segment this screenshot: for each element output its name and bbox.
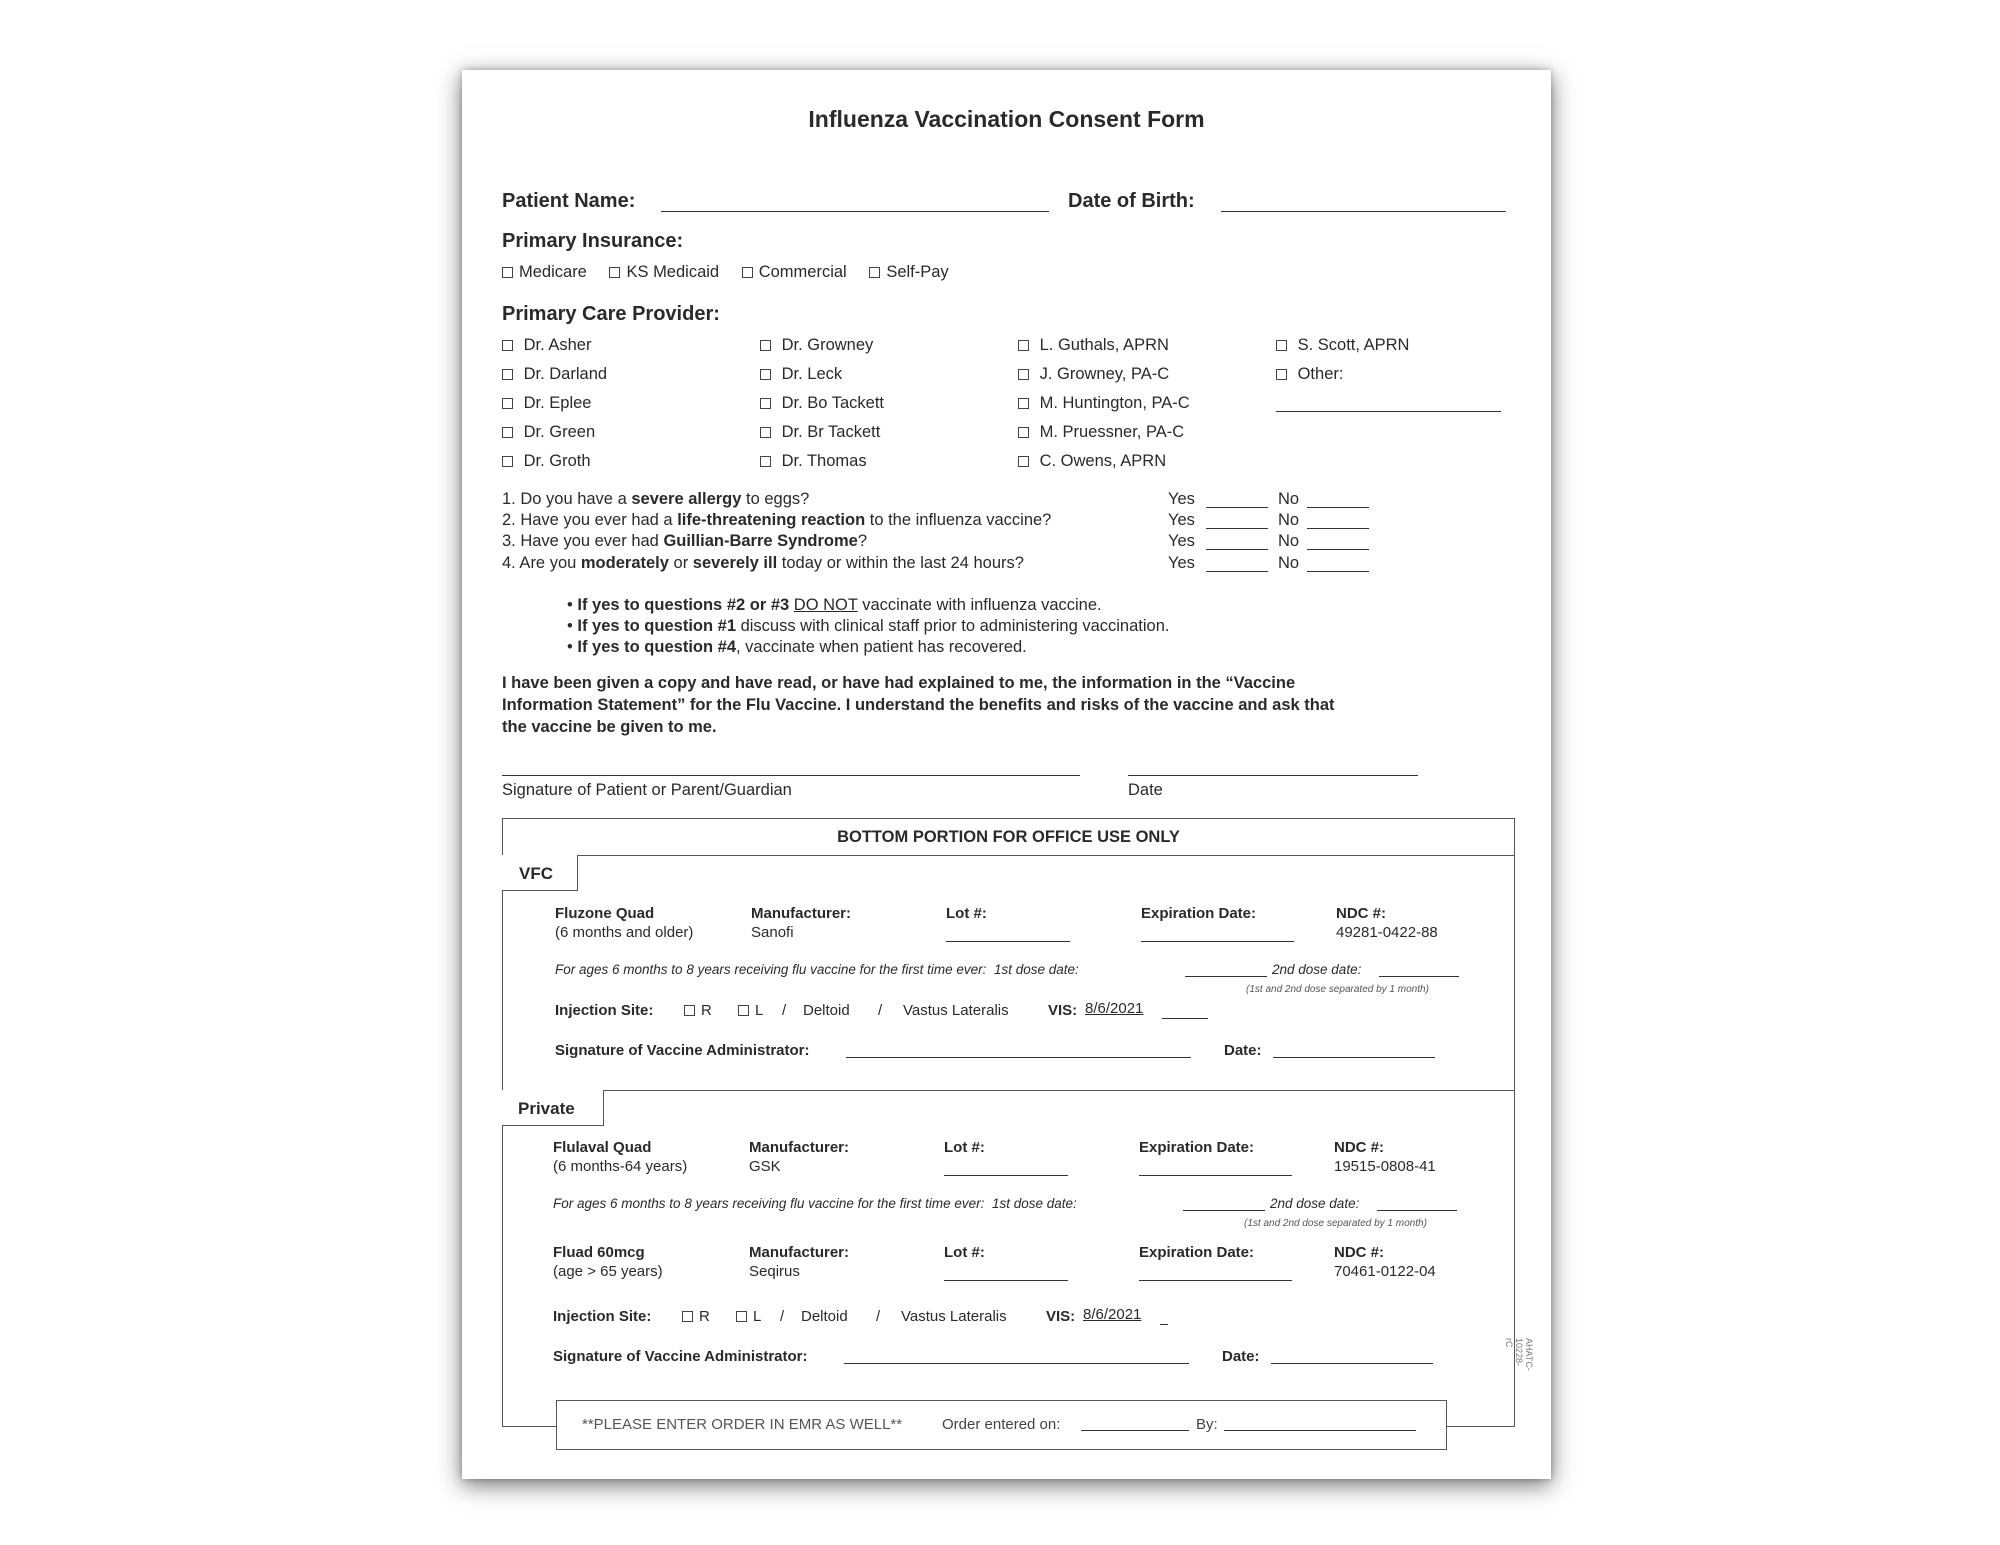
vfc-admin-signature-label: Signature of Vaccine Administrator: — [555, 1042, 810, 1059]
slash: / — [878, 1002, 883, 1019]
dob-label: Date of Birth: — [1068, 190, 1195, 212]
slash: / — [780, 1308, 785, 1325]
checkbox-icon[interactable] — [682, 1311, 693, 1322]
private-v1-manufacturer-label: Manufacturer: — [749, 1139, 850, 1156]
checkbox-icon[interactable] — [760, 427, 771, 438]
provider-option[interactable]: Dr. Green — [502, 423, 595, 442]
private-site-deltoid[interactable]: Deltoid — [801, 1308, 848, 1325]
private-vis-label: VIS: — [1046, 1308, 1076, 1325]
checkbox-icon[interactable] — [1018, 369, 1029, 380]
checkbox-icon[interactable] — [760, 398, 771, 409]
divider — [502, 1090, 1515, 1091]
insurance-option-self-pay[interactable]: Self-Pay — [869, 263, 948, 282]
provider-option[interactable]: Dr. Darland — [502, 365, 607, 384]
private-date-label: Date: — [1222, 1348, 1260, 1365]
consent-form-page — [462, 70, 1551, 1479]
yes-label: Yes — [1168, 511, 1195, 529]
provider-option[interactable]: L. Guthals, APRN — [1018, 336, 1169, 355]
checkbox-icon[interactable] — [1276, 369, 1287, 380]
private-v1-name: Flulaval Quad — [553, 1139, 652, 1156]
private-dose-note: For ages 6 months to 8 years receiving flu vaccine for the first time ever: 1st dose date: — [553, 1196, 1077, 1211]
vfc-vis-label: VIS: — [1048, 1002, 1078, 1019]
signature-date-field[interactable] — [1128, 775, 1418, 776]
slash: / — [782, 1002, 787, 1019]
vfc-injection-label: Injection Site: — [555, 1002, 654, 1019]
vfc-lot-field[interactable] — [946, 941, 1070, 942]
patient-signature-field[interactable] — [502, 775, 1080, 776]
yes-label: Yes — [1168, 554, 1195, 572]
instruction-bullet: • If yes to questions #2 or #3 DO NOT vaccinate with influenza vaccine. — [567, 596, 1102, 614]
vfc-site-vastus[interactable]: Vastus Lateralis — [903, 1002, 1009, 1019]
provider-option[interactable]: M. Huntington, PA-C — [1018, 394, 1190, 413]
private-v2-ndc-label: NDC #: — [1334, 1244, 1385, 1261]
question-4: 4. Are you moderately or severely ill today or within the last 24 hours? — [502, 554, 1024, 572]
private-second-dose-label: 2nd dose date: — [1270, 1196, 1360, 1211]
patient-name-field[interactable] — [661, 211, 1049, 212]
no-label: No — [1278, 554, 1300, 572]
vfc-lot-label: Lot #: — [946, 905, 987, 922]
provider-option[interactable]: S. Scott, APRN — [1276, 336, 1409, 355]
insurance-options — [502, 263, 949, 282]
private-site-left[interactable]: L — [736, 1308, 761, 1325]
yes-answer-field[interactable] — [1206, 549, 1268, 550]
private-v1-ndc: 19515-0808-41 — [1334, 1158, 1436, 1175]
provider-option[interactable]: M. Pruessner, PA-C — [1018, 423, 1184, 442]
instruction-bullet: • If yes to question #1 discuss with clinical staff prior to administering vaccination. — [567, 617, 1170, 635]
vfc-vaccine-name: Fluzone Quad — [555, 905, 655, 922]
vfc-site-deltoid[interactable]: Deltoid — [803, 1002, 850, 1019]
checkbox-icon[interactable] — [502, 398, 513, 409]
private-v1-exp-label: Expiration Date: — [1139, 1139, 1255, 1156]
office-use-heading: BOTTOM PORTION FOR OFFICE USE ONLY — [837, 828, 1180, 846]
no-label: No — [1278, 532, 1300, 550]
provider-option[interactable]: Dr. Thomas — [760, 452, 867, 471]
private-second-dose-field[interactable] — [1377, 1210, 1457, 1211]
private-vis-field[interactable] — [1160, 1324, 1168, 1325]
provider-option[interactable]: Dr. Groth — [502, 452, 591, 471]
private-v2-age: (age > 65 years) — [553, 1263, 663, 1280]
yes-label: Yes — [1168, 532, 1195, 550]
private-injection-label: Injection Site: — [553, 1308, 652, 1325]
vfc-vis-date: 8/6/2021 — [1085, 1000, 1144, 1017]
checkbox-icon[interactable] — [736, 1311, 747, 1322]
provider-option-other[interactable]: Other: — [1276, 365, 1343, 384]
vfc-date-field[interactable] — [1273, 1057, 1435, 1058]
private-v1-exp-field[interactable] — [1139, 1175, 1292, 1176]
no-answer-field[interactable] — [1307, 549, 1369, 550]
insurance-option-ks-medicaid[interactable]: KS Medicaid — [609, 263, 719, 282]
vfc-vaccine-age: (6 months and older) — [555, 924, 694, 941]
insurance-option-medicare[interactable]: Medicare — [502, 263, 587, 282]
checkbox-icon[interactable] — [1276, 340, 1287, 351]
private-v2-exp-field[interactable] — [1139, 1280, 1292, 1281]
private-v2-manufacturer-label: Manufacturer: — [749, 1244, 850, 1261]
vfc-ndc-label: NDC #: — [1336, 905, 1387, 922]
question-1: 1. Do you have a severe allergy to eggs? — [502, 490, 810, 508]
provider-option[interactable]: Dr. Bo Tackett — [760, 394, 884, 413]
no-answer-field[interactable] — [1307, 571, 1369, 572]
vfc-first-dose-field[interactable] — [1185, 976, 1267, 977]
provider-heading: Primary Care Provider: — [502, 303, 720, 325]
provider-option[interactable]: Dr. Asher — [502, 336, 591, 355]
private-v1-lot-label: Lot #: — [944, 1139, 985, 1156]
provider-option[interactable]: Dr. Br Tackett — [760, 423, 880, 442]
form-title: Influenza Vaccination Consent Form — [808, 106, 1205, 132]
private-dose-separation-note: (1st and 2nd dose separated by 1 month) — [1244, 1218, 1427, 1229]
vfc-site-left[interactable]: L — [738, 1002, 763, 1019]
private-site-vastus[interactable]: Vastus Lateralis — [901, 1308, 1007, 1325]
yes-answer-field[interactable] — [1206, 571, 1268, 572]
private-v1-age: (6 months-64 years) — [553, 1158, 688, 1175]
checkbox-icon[interactable] — [869, 267, 880, 278]
patient-name-label: Patient Name: — [502, 190, 636, 212]
private-v2-lot-field[interactable] — [944, 1280, 1068, 1281]
instruction-bullet: • If yes to question #4, vaccinate when patient has recovered. — [567, 638, 1027, 656]
vfc-dose-note: For ages 6 months to 8 years receiving flu vaccine for the first time ever: 1st dose date: — [555, 962, 1079, 977]
emr-note: **PLEASE ENTER ORDER IN EMR AS WELL** — [582, 1416, 903, 1433]
order-by-label: By: — [1196, 1416, 1218, 1433]
order-entered-field[interactable] — [1081, 1430, 1189, 1431]
private-v2-manufacturer: Seqirus — [749, 1263, 800, 1280]
private-first-dose-field[interactable] — [1183, 1210, 1265, 1211]
yes-answer-field[interactable] — [1206, 507, 1268, 508]
no-label: No — [1278, 511, 1300, 529]
divider — [502, 855, 1515, 856]
yes-answer-field[interactable] — [1206, 528, 1268, 529]
dob-field[interactable] — [1221, 211, 1506, 212]
private-date-field[interactable] — [1271, 1363, 1433, 1364]
other-provider-field[interactable] — [1276, 411, 1501, 412]
no-answer-field[interactable] — [1307, 507, 1369, 508]
provider-option[interactable]: Dr. Eplee — [502, 394, 591, 413]
vfc-manufacturer: Sanofi — [751, 924, 794, 941]
vfc-vis-field[interactable] — [1162, 1018, 1208, 1019]
checkbox-icon[interactable] — [738, 1005, 749, 1016]
question-2: 2. Have you ever had a life-threatening reaction to the influenza vaccine? — [502, 511, 1052, 529]
checkbox-icon[interactable] — [502, 369, 513, 380]
checkbox-icon[interactable] — [684, 1005, 695, 1016]
provider-option[interactable]: Dr. Growney — [760, 336, 873, 355]
vfc-exp-field[interactable] — [1141, 941, 1294, 942]
insurance-option-commercial[interactable]: Commercial — [742, 263, 847, 282]
private-tab: Private — [502, 1090, 604, 1126]
checkbox-icon[interactable] — [760, 369, 771, 380]
private-v2-exp-label: Expiration Date: — [1139, 1244, 1255, 1261]
consent-statement-line: Information Statement” for the Flu Vaccine. I understand the benefits and risks of the vaccine and ask that — [502, 696, 1335, 714]
checkbox-icon[interactable] — [502, 456, 513, 467]
vfc-tab: VFC — [502, 855, 578, 891]
question-3: 3. Have you ever had Guillian-Barre Syndrome? — [502, 532, 868, 550]
provider-option[interactable]: Dr. Leck — [760, 365, 842, 384]
checkbox-icon[interactable] — [502, 427, 513, 438]
private-v1-ndc-label: NDC #: — [1334, 1139, 1385, 1156]
vfc-date-label: Date: — [1224, 1042, 1262, 1059]
yes-label: Yes — [1168, 490, 1195, 508]
consent-statement-line: I have been given a copy and have read, or have had explained to me, the information in the “Vaccine — [502, 674, 1296, 692]
private-v2-name: Fluad 60mcg — [553, 1244, 645, 1261]
checkbox-icon[interactable] — [742, 267, 753, 278]
vfc-manufacturer-label: Manufacturer: — [751, 905, 852, 922]
provider-option[interactable]: J. Growney, PA-C — [1018, 365, 1169, 384]
checkbox-icon[interactable] — [1018, 398, 1029, 409]
vfc-second-dose-label: 2nd dose date: — [1272, 962, 1362, 977]
no-answer-field[interactable] — [1307, 528, 1369, 529]
checkbox-icon[interactable] — [1018, 427, 1029, 438]
signature-label: Signature of Patient or Parent/Guardian — [502, 781, 792, 799]
vfc-admin-signature-field[interactable] — [846, 1057, 1191, 1058]
private-v2-ndc: 70461-0122-04 — [1334, 1263, 1436, 1280]
private-v2-lot-label: Lot #: — [944, 1244, 985, 1261]
checkbox-icon[interactable] — [760, 456, 771, 467]
vfc-exp-label: Expiration Date: — [1141, 905, 1257, 922]
provider-option[interactable]: C. Owens, APRN — [1018, 452, 1166, 471]
no-label: No — [1278, 490, 1300, 508]
checkbox-icon[interactable] — [1018, 340, 1029, 351]
order-entered-label: Order entered on: — [942, 1416, 1061, 1433]
private-admin-signature-field[interactable] — [844, 1363, 1189, 1364]
checkbox-icon[interactable] — [609, 267, 620, 278]
checkbox-icon[interactable] — [1018, 456, 1029, 467]
private-vis-date: 8/6/2021 — [1083, 1306, 1142, 1323]
vfc-dose-separation-note: (1st and 2nd dose separated by 1 month) — [1246, 984, 1429, 995]
form-code: AHATC-10228-rC — [1504, 1338, 1534, 1371]
consent-statement-line: the vaccine be given to me. — [502, 718, 717, 736]
private-site-right[interactable]: R — [682, 1308, 710, 1325]
private-v1-lot-field[interactable] — [944, 1175, 1068, 1176]
vfc-site-right[interactable]: R — [684, 1002, 712, 1019]
private-v1-manufacturer: GSK — [749, 1158, 781, 1175]
vfc-ndc: 49281-0422-88 — [1336, 924, 1438, 941]
vfc-second-dose-field[interactable] — [1379, 976, 1459, 977]
private-admin-signature-label: Signature of Vaccine Administrator: — [553, 1348, 808, 1365]
order-by-field[interactable] — [1224, 1430, 1416, 1431]
slash: / — [876, 1308, 881, 1325]
checkbox-icon[interactable] — [502, 267, 513, 278]
insurance-heading: Primary Insurance: — [502, 230, 684, 252]
checkbox-icon[interactable] — [760, 340, 771, 351]
signature-date-label: Date — [1128, 781, 1163, 799]
checkbox-icon[interactable] — [502, 340, 513, 351]
